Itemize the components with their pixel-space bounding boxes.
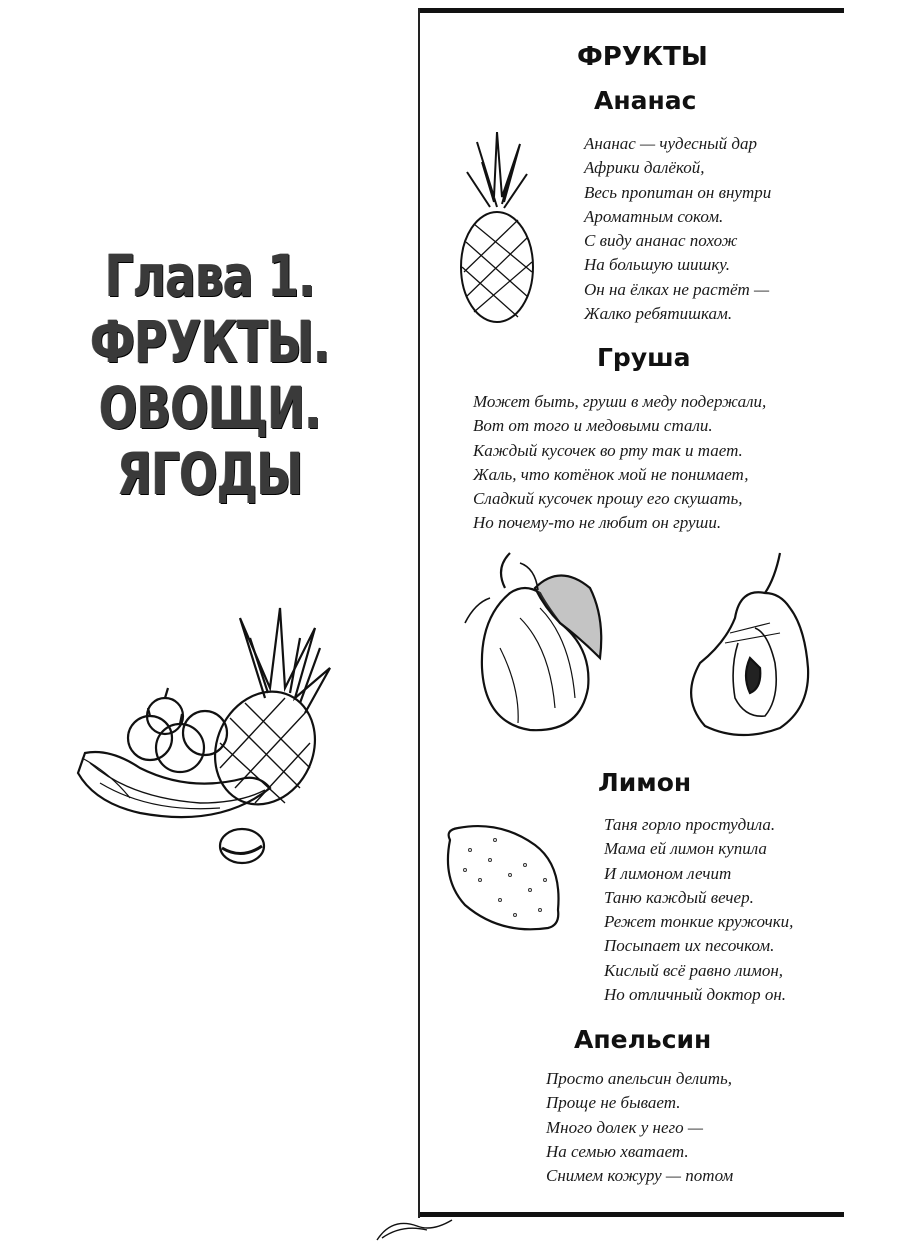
- flourish-ornament: [372, 1212, 462, 1242]
- poem-line: Посыпает их песочком.: [604, 936, 775, 956]
- column-left-rule: [418, 8, 420, 1218]
- poem-line: Весь пропитан он внутри: [584, 182, 772, 202]
- poem-line: Жалко ребятишкам.: [584, 304, 733, 324]
- poem-line: Но почему-то не любит он груши.: [473, 513, 722, 533]
- poem-line: Снимем кожуру — потом: [546, 1166, 734, 1186]
- poem-line: Но отличный доктор он.: [604, 985, 787, 1005]
- poem-line: Проще не бывает.: [546, 1093, 681, 1113]
- poem-pear: [473, 390, 766, 536]
- poem-pineapple: [584, 132, 771, 326]
- poem-line: Жаль, что котёнок мой не понимает,: [473, 464, 749, 484]
- section-title: ФРУКТЫ: [577, 42, 708, 72]
- poem-title-pear: Груша: [597, 343, 691, 372]
- poem-line: Может быть, груши в меду подержали,: [473, 392, 767, 411]
- pear-with-leaf-illustration: [460, 548, 610, 738]
- poem-line: Таня горло простудила.: [604, 815, 776, 834]
- poem-orange: [546, 1067, 733, 1188]
- chapter-title-line-2: ФРУКТЫ. ОВОЩИ.: [90, 308, 330, 442]
- poem-line: Ароматным соком.: [584, 206, 724, 226]
- column-bottom-rule: [420, 1212, 844, 1217]
- fruit-bowl-illustration: [70, 598, 350, 868]
- poem-line: С виду ананас похож: [584, 231, 738, 251]
- poem-line: На большую шишку.: [584, 255, 731, 275]
- poem-title-pineapple: Ананас: [594, 86, 697, 115]
- pear-half-illustration: [680, 548, 815, 743]
- lemon-illustration: [440, 820, 570, 935]
- poem-line: На семью хватает.: [546, 1141, 689, 1161]
- poem-line: Мама ей лимон купила: [604, 839, 767, 859]
- pineapple-illustration: [452, 132, 542, 332]
- poem-line: Вот от того и медовыми стали.: [473, 416, 713, 436]
- poem-line: Сладкий кусочек прошу его скушать,: [473, 489, 743, 509]
- poem-line: Кислый всё равно лимон,: [604, 960, 784, 980]
- column-top-rule: [420, 8, 844, 13]
- poem-line: Таню каждый вечер.: [604, 887, 754, 907]
- chapter-title: [54, 243, 366, 507]
- chapter-title-line-3: ЯГОДЫ: [117, 440, 303, 508]
- poem-line: Режет тонкие кружочки,: [604, 912, 794, 932]
- poem-title-lemon: Лимон: [598, 768, 692, 797]
- poem-line: Ананас — чудесный дар: [584, 134, 757, 153]
- poem-line: Африки далёкой,: [584, 158, 705, 178]
- poem-line: Просто апельсин делить,: [546, 1069, 732, 1088]
- poem-title-orange: Апельсин: [574, 1025, 712, 1054]
- poem-line: Каждый кусочек во рту так и тает.: [473, 440, 743, 460]
- poem-line: И лимоном лечит: [604, 863, 732, 883]
- poem-line: Много долек у него —: [546, 1117, 704, 1137]
- poem-lemon: [604, 813, 793, 1007]
- poem-line: Он на ёлках не растёт —: [584, 279, 770, 299]
- chapter-title-line-1: Глава 1.: [105, 242, 315, 310]
